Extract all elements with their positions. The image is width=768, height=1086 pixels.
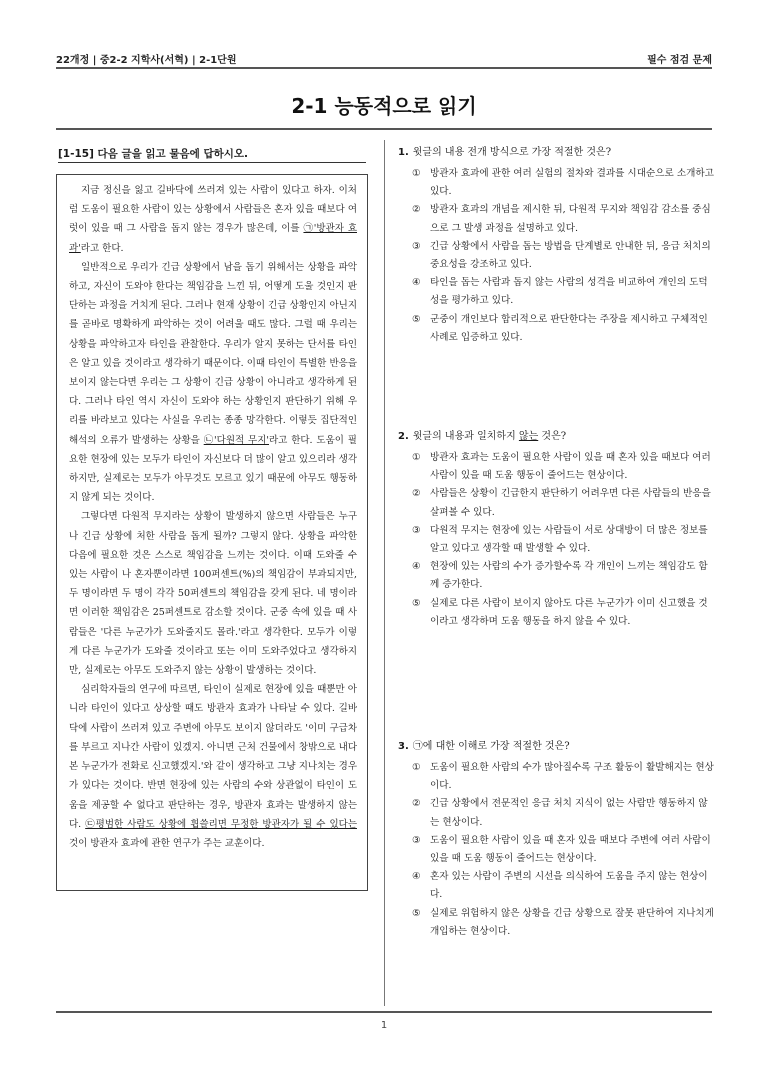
choice-2[interactable]	[398, 485, 714, 521]
question-stem	[398, 738, 714, 756]
choice-4[interactable]	[398, 868, 714, 904]
choice-text: 실제로 위험하지 않은 상황을 긴급 상황으로 잘못 판단하여 지나치게 개입하는 현상이다.	[430, 907, 714, 937]
choice-text: 방관자 효과는 도움이 필요한 사람이 있을 때 혼자 있을 때보다 여러 사람이 있을 때 도움 행동이 줄어드는 현상이다.	[430, 452, 711, 482]
question-stem	[398, 144, 714, 162]
choice-mark: ②	[412, 488, 421, 500]
choice-mark: ①	[412, 452, 421, 463]
title-rule	[56, 128, 712, 130]
column-divider	[384, 140, 385, 1006]
choice-text: 현장에 있는 사람의 수가 증가할수록 각 개인이 느끼는 책임감도 함께 증가한다.	[430, 561, 708, 591]
question-stem-text: 윗글의 내용 전개 방식으로 가장 적절한 것은?	[412, 147, 612, 158]
question-number: 2.	[398, 431, 409, 442]
choice-5[interactable]	[398, 311, 714, 347]
choice-mark: ③	[412, 834, 421, 846]
passage-text: 라고 한다.	[80, 242, 124, 254]
choice-text: 군중이 개인보다 합리적으로 판단한다는 주장을 제시하고 구체적인 사례로 입증하고 있다.	[430, 313, 708, 343]
term-pluralistic-ignorance: ㉡'다원적 무지'	[203, 434, 269, 446]
choice-mark: ①	[412, 168, 421, 179]
choice-mark: ①	[412, 762, 421, 773]
question-stem-text: 것은?	[538, 431, 567, 442]
question-2	[398, 428, 714, 631]
choice-3[interactable]	[398, 832, 714, 868]
header-right: 필수 점검 문제	[647, 55, 712, 66]
underlined-lesson: ㉢평범한 사람도 상황에 휩쓸리면 무정한 방관자가 될 수 있다는	[85, 818, 357, 830]
choice-mark: ④	[412, 871, 421, 883]
passage-text: 일반적으로 우리가 긴급 상황에서 남을 돕기 위해서는 상황을 파악하고, 자신이 도와야 한다는 책임감을 느낀 뒤, 어떻게 도울 것인지 판단하는 과정을 거치게 된다. 그러나 현재 상황이 긴급 상황인지 아닌지를 곧바로 명확하게 파악하는 것이 어려울 때도 많다. 그럴 때 우리는 상황을 파악하고자 타인을 관찰한다. 우리가 알지 못하는 단서를 타인은 알고 있을 것이라고 생각하기 때문이다. 이때 타인이 특별한 반응을 보이지 않는다면 우리는 그 상황이 긴급 상황이 아니라고 생각하게 된다. 그러나 타인 역시 자신이 도와야 하는 상황인지 판단하기 위해 우리를 바라보고 있다는 사실을 우리는 종종 망각한다. 이렇듯 집단적인 해석의 오류가 발생하는 상황을	[69, 261, 357, 446]
choice-1[interactable]	[398, 449, 714, 485]
choice-text: 도움이 필요한 사람이 있을 때 혼자 있을 때보다 주변에 여러 사람이 있을 때 도움 행동이 줄어드는 현상이다.	[430, 834, 711, 865]
passage-paragraph-4	[69, 680, 357, 853]
passage-text: 심리학자들의 연구에 따르면, 타인이 실제로 현장에 있을 때뿐만 아니라 타인이 있다고 상상할 때도 방관자 효과가 나타날 수 있다. 길바닥에 사람이 쓰러져 있고 주변에 아무도 보이지 않더라도 '이미 구급차를 부르고 지나간 사람이 있겠지. 아니면 근처 건물에서 창밖으로 내다본 누군가가 전화로 신고했겠지.'와 같이 생각하고 그냥 지나치는 경우가 있다는 것이다. 반면 현장에 있는 사람의 수와 상관없이 타인이 도움을 제공할 수 없다고 판단하는 경우, 방관자 효과는 발생하지 않는다.	[69, 684, 357, 830]
choice-text: 타인을 돕는 사람과 돕지 않는 사람의 성격을 비교하여 개인의 도덕성을 평가하고 있다.	[430, 277, 708, 307]
question-number: 1.	[398, 147, 409, 158]
choice-1[interactable]	[398, 165, 714, 201]
question-3	[398, 738, 714, 941]
choice-text: 방관자 효과의 개념을 제시한 뒤, 다원적 무지와 책임감 감소를 중심으로 그 발생 과정을 설명하고 있다.	[430, 204, 711, 234]
choice-text: 다원적 무지는 현장에 있는 사람들이 서로 상대방이 더 많은 정보를 알고 있다고 생각할 때 발생할 수 있다.	[430, 524, 708, 555]
choice-mark: ③	[412, 240, 421, 252]
choice-1[interactable]	[398, 759, 714, 795]
choice-text: 혼자 있는 사람이 주변의 시선을 의식하여 도움을 주지 않는 현상이다.	[430, 871, 708, 901]
question-stem-emphasis: 않는	[518, 431, 539, 442]
instruction-underline	[58, 162, 366, 163]
choice-mark: ③	[412, 524, 421, 536]
page-title: 2-1 능동적으로 읽기	[291, 94, 477, 118]
choice-2[interactable]	[398, 201, 714, 237]
choice-text: 도움이 필요한 사람의 수가 많아질수록 구조 활동이 활발해지는 현상이다.	[430, 762, 714, 792]
choice-5[interactable]	[398, 905, 714, 941]
choice-3[interactable]	[398, 522, 714, 558]
choice-text: 긴급 상황에서 전문적인 응급 처치 지식이 없는 사람만 행동하지 않는 현상이다.	[430, 798, 708, 828]
question-number: 3.	[398, 741, 409, 752]
choice-4[interactable]	[398, 274, 714, 310]
choice-3[interactable]	[398, 238, 714, 274]
passage-paragraph-2	[69, 258, 357, 508]
choice-5[interactable]	[398, 595, 714, 631]
question-stem-text: ㉠에 대한 이해로 가장 적절한 것은?	[412, 741, 570, 752]
choice-text: 긴급 상황에서 사람을 돕는 방법을 단계별로 안내한 뒤, 응급 처치의 중요성을 강조하고 있다.	[430, 240, 711, 271]
passage-paragraph-1	[69, 181, 357, 258]
term-bystander-effect: ㉠'방관자 효과'	[69, 223, 357, 254]
passage-text: 라고 한다. 도움이 필요한 현장에 있는 모두가 타인이 자신보다 더 많이 알고 있으리라 생각하지만, 실제로는 모두가 아무것도 모르고 있기 때문에 아무도 행동하지 않게 되는 것이다.	[69, 434, 357, 504]
choice-2[interactable]	[398, 795, 714, 831]
choice-mark: ⑤	[412, 907, 421, 919]
choice-mark: ④	[412, 277, 421, 289]
choice-4[interactable]	[398, 558, 714, 594]
footer-rule	[56, 1011, 712, 1013]
passage-text: 지금 정신을 잃고 길바닥에 쓰러져 있는 사람이 있다고 하자. 이처럼 도움이 필요한 사람이 있는 상황에서 사람들은 혼자 있을 때보다 여럿이 있을 때 그 사람을 돕지 않는 경우가 많은데, 이를	[69, 185, 357, 235]
question-stem	[398, 428, 714, 446]
question-1	[398, 144, 714, 347]
choice-mark: ④	[412, 561, 421, 573]
header-left: 22개정 | 중2-2 지학사(서혁) | 2-1단원	[56, 55, 237, 66]
passage-box	[56, 174, 368, 891]
choice-mark: ②	[412, 204, 421, 216]
choice-text: 사람들은 상황이 긴급한지 판단하기 어려우면 다른 사람들의 반응을 살펴볼 수 있다.	[430, 488, 711, 518]
choice-text: 방관자 효과에 관한 여러 실험의 절차와 결과를 시대순으로 소개하고 있다.	[430, 168, 714, 198]
passage-paragraph-3: 그렇다면 다원적 무지라는 상황이 발생하지 않으면 사람들은 누구나 긴급 상황에 처한 사람을 돕게 될까? 그렇지 않다. 상황을 파악한 다음에 필요한 것은 스스로 책임감을 느끼는 것이다. 이때 도와줄 수 있는 사람이 나 혼자뿐이라면 100퍼센트(%)의 책임감이 부과되지만, 두 명이라면 두 명이 각각 50퍼센트의 책임감을 갖게 된다. 네 명이라면 이러한 책임감은 25퍼센트로 감소할 것이다. 군중 속에 있을 때 사람들은 '다른 누군가가 도와줄지도 몰라.'라고 생각한다. 모두가 이렇게 다른 누군가가 도와줄 것이라고 또는 이미 도와주었다고 생각하지만, 실제로는 아무도 도와주지 않는 상황이 발생하는 것이다.	[69, 511, 357, 677]
choice-text: 실제로 다른 사람이 보이지 않아도 다른 누군가가 이미 신고했을 것이라고 생각하며 도움 행동을 하지 않을 수 있다.	[430, 597, 708, 627]
choice-mark: ⑤	[412, 597, 421, 609]
instruction: [1-15] 다음 글을 읽고 물음에 답하시오.	[58, 148, 248, 160]
choice-mark: ⑤	[412, 313, 421, 325]
passage-text: 것이 방관자 효과에 관한 연구가 주는 교훈이다.	[69, 837, 265, 849]
page-number: 1	[380, 1020, 388, 1031]
header-rule	[56, 67, 712, 69]
question-stem-text: 윗글의 내용과 일치하지	[412, 431, 519, 442]
choice-mark: ②	[412, 798, 421, 810]
